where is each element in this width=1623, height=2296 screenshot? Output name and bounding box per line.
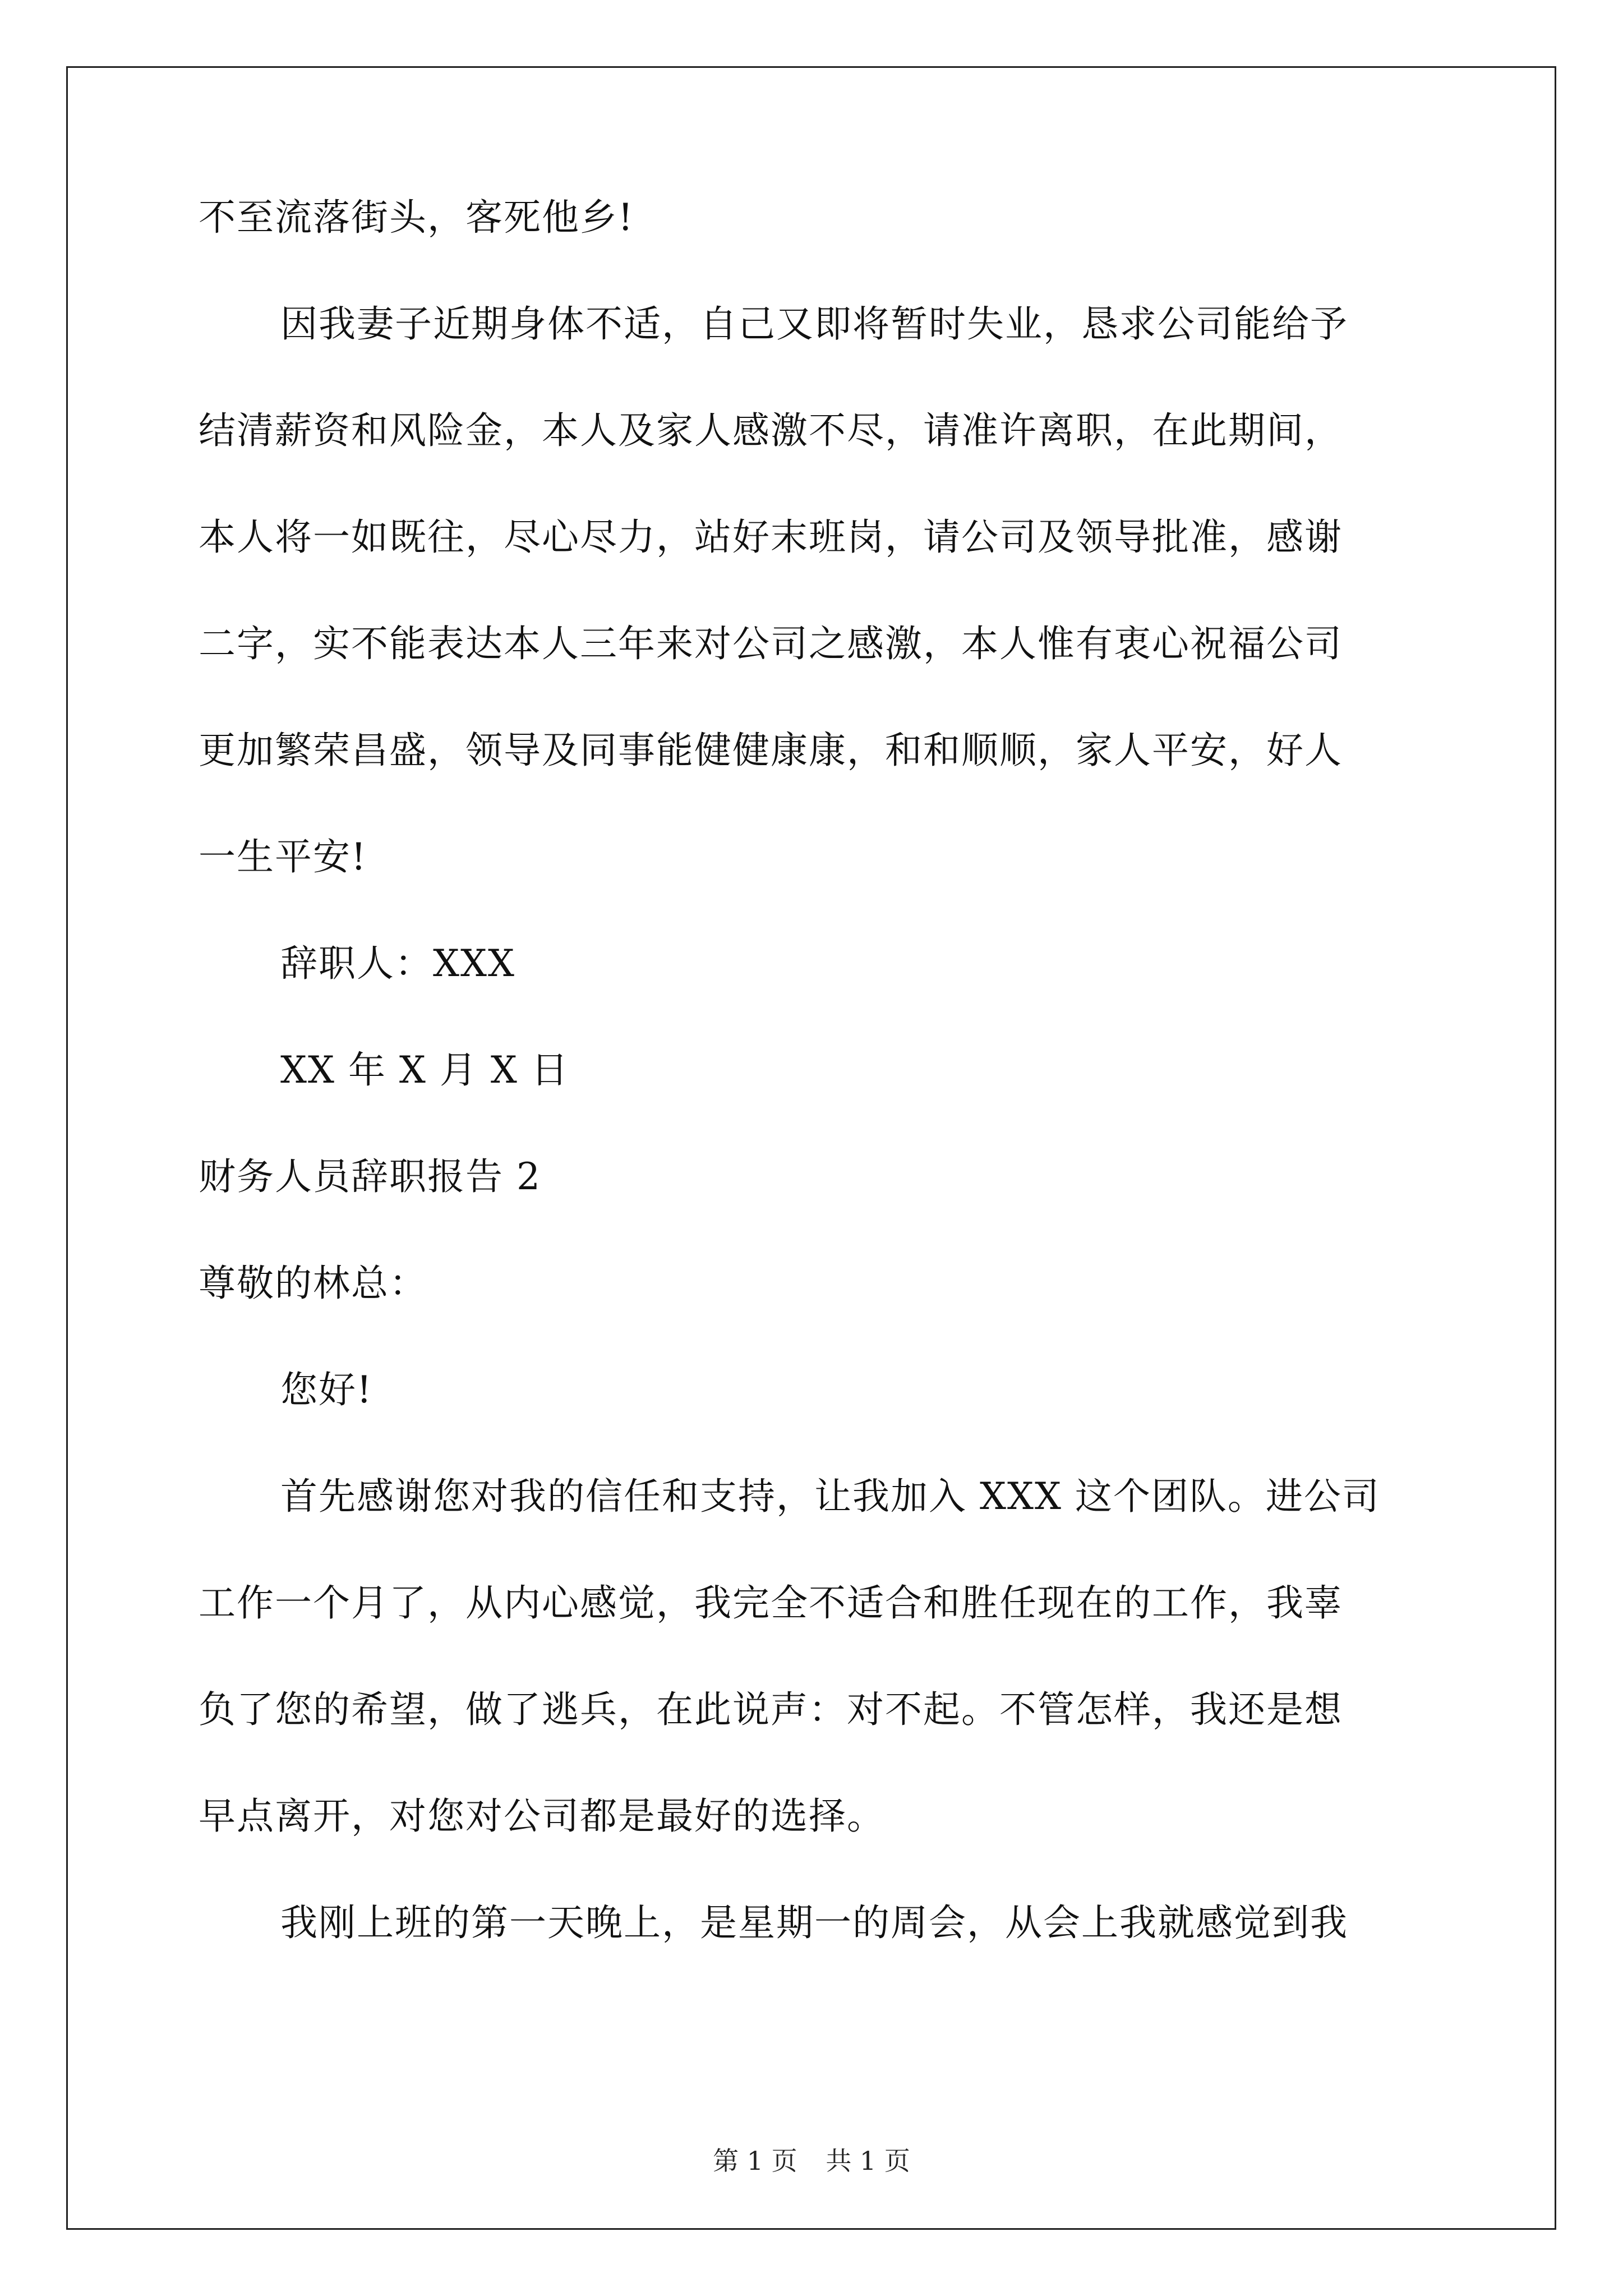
date-line: XX 年 X 月 X 日 [280, 1048, 569, 1092]
text-line-1: 不至流落街头，客死他乡! [199, 196, 634, 239]
text-line-15: 负了您的希望，做了逃兵，在此说声：对不起。不管怎样，我还是想 [199, 1688, 1343, 1731]
text-line-16: 早点离开，对您对公司都是最好的选择。 [199, 1795, 885, 1838]
text-line-3: 结清薪资和风险金，本人及家人感激不尽，请准许离职，在此期间， [199, 409, 1343, 452]
paragraph-start-reason: 因我妻子近期身体不适，自己又即将暂时失业，恳求公司能给予 [280, 302, 1348, 346]
page-footer [0, 2144, 1623, 2178]
text-line-7: 一生平安! [199, 835, 367, 878]
greeting: 您好! [280, 1368, 373, 1411]
text-line-4: 本人将一如既往，尽心尽力，站好末班岗，请公司及领导批准，感谢 [199, 516, 1343, 559]
page-number: 第 1 页 [713, 2146, 797, 2176]
text-line-5: 二字，实不能表达本人三年来对公司之感激，本人惟有衷心祝福公司 [199, 622, 1343, 665]
paragraph-start-first-day: 我刚上班的第一天晚上，是星期一的周会，从会上我就感觉到我 [280, 1901, 1348, 1944]
signature-line: 辞职人：XXX [280, 942, 515, 985]
page-total: 共 1 页 [826, 2146, 910, 2176]
salutation: 尊敬的林总： [199, 1262, 427, 1305]
text-line-14: 工作一个月了，从内心感觉，我完全不适合和胜任现在的工作，我辜 [199, 1581, 1343, 1625]
document-body [199, 191, 1427, 2003]
paragraph-start-thanks: 首先感谢您对我的信任和支持，让我加入 XXX 这个团队。进公司 [280, 1475, 1380, 1518]
section-heading: 财务人员辞职报告 2 [199, 1155, 541, 1198]
text-line-6: 更加繁荣昌盛，领导及同事能健健康康，和和顺顺，家人平安，好人 [199, 729, 1343, 772]
